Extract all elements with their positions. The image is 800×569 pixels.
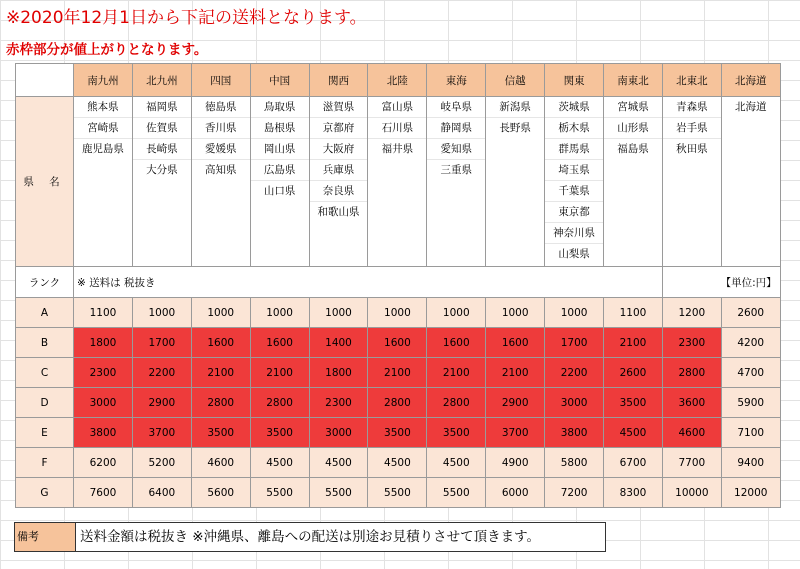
prefecture-name: 長野県	[499, 122, 531, 134]
price-cell-increased: 2100	[604, 328, 663, 358]
prefecture-name: 熊本県	[74, 97, 132, 118]
prefecture-name: 和歌山県	[317, 206, 360, 218]
prefecture-name: 大阪府	[310, 139, 368, 160]
prefecture-name: 石川県	[368, 118, 426, 139]
region-header: 北東北	[662, 64, 721, 97]
price-cell-increased: 3700	[132, 418, 191, 448]
price-cell-increased: 2200	[132, 358, 191, 388]
price-cell: 6700	[604, 448, 663, 478]
price-cell-increased: 1600	[486, 328, 545, 358]
prefecture-name: 千葉県	[545, 181, 603, 202]
price-cell-increased: 2900	[132, 388, 191, 418]
price-cell-increased: 3500	[427, 418, 486, 448]
price-cell: 7200	[545, 478, 604, 508]
prefecture-name: 滋賀県	[310, 97, 368, 118]
prefecture-list	[250, 97, 309, 267]
rank-row	[16, 328, 781, 358]
remark-label: 備考	[15, 523, 76, 551]
region-header: 北陸	[368, 64, 427, 97]
prefecture-list	[662, 97, 721, 267]
prefecture-name: 宮城県	[604, 97, 662, 118]
rank-header-row	[16, 267, 781, 298]
rank-label: C	[16, 358, 74, 388]
price-cell-increased: 3600	[662, 388, 721, 418]
price-cell-increased: 1600	[368, 328, 427, 358]
rank-label: A	[16, 298, 74, 328]
price-cell-increased: 2900	[486, 388, 545, 418]
price-cell-increased: 2300	[662, 328, 721, 358]
price-cell: 10000	[662, 478, 721, 508]
price-cell: 5800	[545, 448, 604, 478]
page-title: ※2020年12月1日から下記の送料となります。	[6, 8, 367, 28]
prefecture-name: 奈良県	[310, 181, 368, 202]
price-cell: 4500	[250, 448, 309, 478]
price-cell: 1000	[250, 298, 309, 328]
remark-box	[14, 522, 606, 552]
price-cell-increased: 3000	[309, 418, 368, 448]
prefecture-name: 大分県	[146, 164, 178, 176]
prefecture-name: 愛媛県	[192, 139, 250, 160]
rank-row	[16, 478, 781, 508]
price-cell: 5500	[368, 478, 427, 508]
region-header: 中国	[250, 64, 309, 97]
price-cell: 2600	[721, 298, 780, 328]
price-cell-increased: 3000	[545, 388, 604, 418]
prefecture-name: 山口県	[263, 185, 296, 197]
prefecture-name: 群馬県	[545, 139, 603, 160]
price-cell-increased: 2800	[191, 388, 250, 418]
rank-row	[16, 298, 781, 328]
corner-cell	[16, 64, 74, 97]
prefecture-list	[74, 97, 133, 267]
price-cell: 8300	[604, 478, 663, 508]
prefecture-name: 京都府	[310, 118, 368, 139]
prefecture-name: 秋田県	[676, 143, 708, 155]
price-cell-increased: 4600	[662, 418, 721, 448]
region-header: 関西	[309, 64, 368, 97]
price-cell: 4500	[309, 448, 368, 478]
price-cell: 5500	[427, 478, 486, 508]
price-cell: 1200	[662, 298, 721, 328]
region-header: 信越	[486, 64, 545, 97]
price-cell: 5200	[132, 448, 191, 478]
price-cell: 5500	[309, 478, 368, 508]
rank-label: G	[16, 478, 74, 508]
tax-note: ※ 送料は 税抜き	[74, 267, 663, 298]
price-cell-increased: 2800	[368, 388, 427, 418]
price-cell-increased: 1800	[74, 328, 133, 358]
price-cell: 1000	[545, 298, 604, 328]
prefecture-list	[132, 97, 191, 267]
prefecture-name: 東京都	[545, 202, 603, 223]
price-cell-increased: 3500	[604, 388, 663, 418]
prefecture-name: 山形県	[604, 118, 662, 139]
prefecture-list	[309, 97, 368, 267]
region-header: 北海道	[721, 64, 780, 97]
prefecture-name: 鳥取県	[251, 97, 309, 118]
price-cell-increased: 3500	[191, 418, 250, 448]
prefecture-name: 愛知県	[427, 139, 485, 160]
price-cell-increased: 1400	[309, 328, 368, 358]
prefecture-name: 神奈川県	[545, 223, 603, 244]
price-cell-increased: 1600	[427, 328, 486, 358]
prefecture-name: 青森県	[663, 97, 721, 118]
price-cell: 4500	[427, 448, 486, 478]
price-cell-increased: 2100	[191, 358, 250, 388]
prefecture-name: 兵庫県	[310, 160, 368, 181]
price-cell: 1100	[74, 298, 133, 328]
prefecture-name: 茨城県	[545, 97, 603, 118]
rank-row	[16, 358, 781, 388]
price-cell: 1000	[368, 298, 427, 328]
price-cell-increased: 2300	[74, 358, 133, 388]
prefecture-name: 新潟県	[486, 97, 544, 118]
price-cell-increased: 3500	[368, 418, 427, 448]
price-cell: 6000	[486, 478, 545, 508]
price-cell: 6200	[74, 448, 133, 478]
region-header-row	[16, 64, 781, 97]
price-cell: 4600	[191, 448, 250, 478]
region-header: 北九州	[132, 64, 191, 97]
price-cell-increased: 4500	[604, 418, 663, 448]
prefecture-name: 富山県	[368, 97, 426, 118]
region-header: 南九州	[74, 64, 133, 97]
price-cell: 1000	[132, 298, 191, 328]
prefecture-list	[486, 97, 545, 267]
prefecture-name: 栃木県	[545, 118, 603, 139]
rank-row	[16, 388, 781, 418]
price-cell: 7700	[662, 448, 721, 478]
price-cell-increased: 1600	[191, 328, 250, 358]
prefecture-name: 岡山県	[251, 139, 309, 160]
price-cell-increased: 3000	[74, 388, 133, 418]
region-header: 東海	[427, 64, 486, 97]
prefecture-name: 島根県	[251, 118, 309, 139]
price-cell: 4700	[721, 358, 780, 388]
price-cell-increased: 2100	[250, 358, 309, 388]
price-cell: 4500	[368, 448, 427, 478]
price-cell: 6400	[132, 478, 191, 508]
price-cell: 12000	[721, 478, 780, 508]
price-cell: 7100	[721, 418, 780, 448]
prefecture-name: 山梨県	[558, 248, 590, 260]
price-cell: 4900	[486, 448, 545, 478]
price-cell-increased: 2100	[368, 358, 427, 388]
price-cell: 7600	[74, 478, 133, 508]
prefecture-label: 県 名	[16, 97, 74, 267]
price-cell-increased: 2600	[604, 358, 663, 388]
region-header: 四国	[191, 64, 250, 97]
price-cell: 1000	[309, 298, 368, 328]
price-cell-increased: 2100	[427, 358, 486, 388]
shipping-rate-table	[15, 63, 781, 508]
rank-header: ランク	[16, 267, 74, 298]
remark-text: 送料金額は税抜き ※沖縄県、離島への配送は別途お見積りさせて頂きます。	[80, 529, 541, 545]
region-header: 関東	[545, 64, 604, 97]
rank-label: B	[16, 328, 74, 358]
prefecture-name: 長崎県	[133, 139, 191, 160]
prefecture-name: 宮崎県	[74, 118, 132, 139]
prefecture-name: 福井県	[381, 143, 414, 155]
price-cell-increased: 3500	[250, 418, 309, 448]
page-subtitle: 赤枠部分が値上がりとなります。	[6, 42, 208, 58]
rank-label: F	[16, 448, 74, 478]
prefecture-list	[368, 97, 427, 267]
prefecture-name: 高知県	[204, 164, 237, 176]
price-cell: 5600	[191, 478, 250, 508]
prefecture-list	[427, 97, 486, 267]
prefecture-name: 福岡県	[133, 97, 191, 118]
price-cell: 1000	[427, 298, 486, 328]
price-cell: 5900	[721, 388, 780, 418]
prefecture-name: 福島県	[617, 143, 649, 155]
prefecture-name: 静岡県	[427, 118, 485, 139]
price-cell-increased: 3800	[545, 418, 604, 448]
prefecture-name: 徳島県	[192, 97, 250, 118]
prefecture-name: 佐賀県	[133, 118, 191, 139]
price-cell-increased: 2800	[662, 358, 721, 388]
region-header: 南東北	[604, 64, 663, 97]
price-cell-increased: 3800	[74, 418, 133, 448]
prefecture-name: 香川県	[192, 118, 250, 139]
prefecture-name: 岐阜県	[427, 97, 485, 118]
prefecture-name: 広島県	[251, 160, 309, 181]
prefecture-list	[545, 97, 604, 267]
price-cell-increased: 3700	[486, 418, 545, 448]
price-cell-increased: 1600	[250, 328, 309, 358]
prefecture-name: 岩手県	[663, 118, 721, 139]
rank-label: D	[16, 388, 74, 418]
prefecture-row	[16, 97, 781, 267]
price-cell: 1000	[191, 298, 250, 328]
price-cell: 4200	[721, 328, 780, 358]
prefecture-name: 鹿児島県	[81, 143, 124, 155]
price-cell-increased: 2800	[427, 388, 486, 418]
prefecture-name: 埼玉県	[545, 160, 603, 181]
price-cell-increased: 2300	[309, 388, 368, 418]
unit-label: 【単位:円】	[662, 267, 780, 298]
price-cell: 9400	[721, 448, 780, 478]
price-cell: 5500	[250, 478, 309, 508]
rank-row	[16, 418, 781, 448]
prefecture-list	[191, 97, 250, 267]
prefecture-list	[721, 97, 780, 267]
price-cell-increased: 1800	[309, 358, 368, 388]
rank-row	[16, 448, 781, 478]
prefecture-name: 三重県	[440, 164, 473, 176]
prefecture-list	[604, 97, 663, 267]
price-cell: 1100	[604, 298, 663, 328]
rank-label: E	[16, 418, 74, 448]
price-cell-increased: 2200	[545, 358, 604, 388]
price-cell: 1000	[486, 298, 545, 328]
prefecture-name: 北海道	[734, 101, 767, 113]
price-cell-increased: 1700	[545, 328, 604, 358]
price-cell-increased: 2800	[250, 388, 309, 418]
price-cell-increased: 1700	[132, 328, 191, 358]
price-cell-increased: 2100	[486, 358, 545, 388]
